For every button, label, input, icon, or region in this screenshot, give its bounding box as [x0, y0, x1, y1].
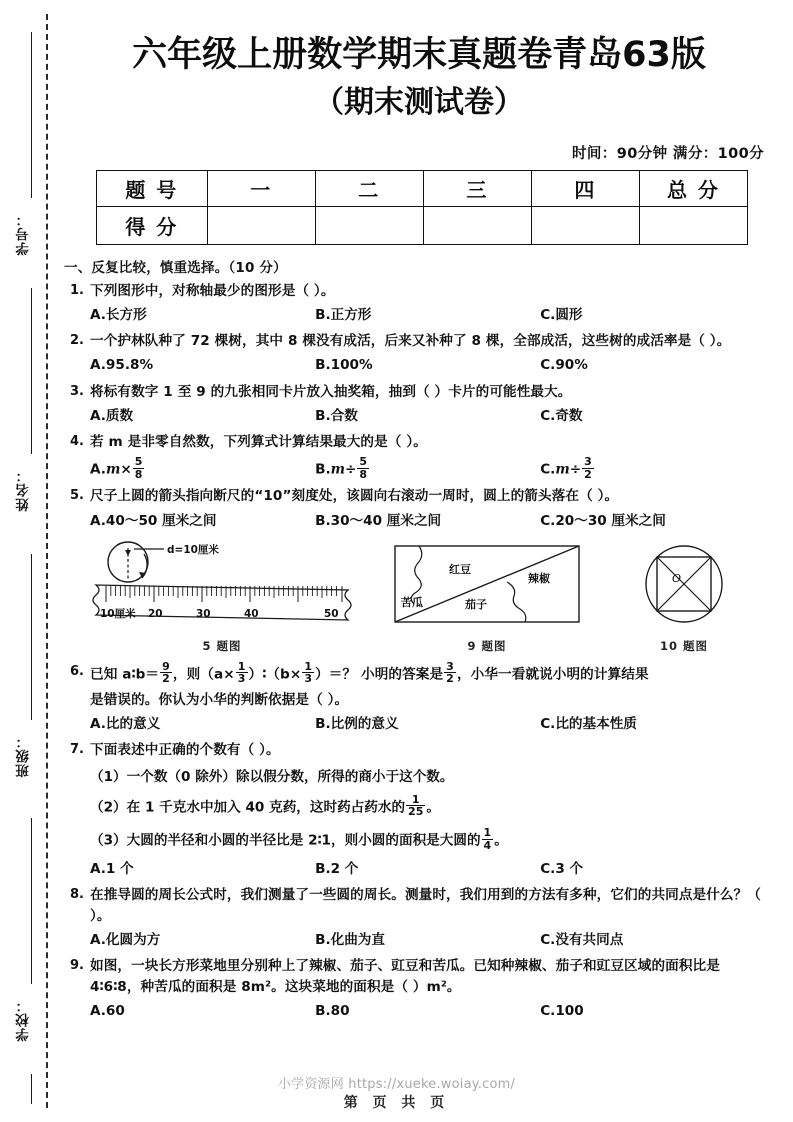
fraction: $\frac{1}{3}$ — [237, 659, 246, 686]
option-b[interactable]: B.100% — [315, 357, 373, 374]
score-cell-1[interactable] — [207, 207, 315, 245]
question-4 — [64, 432, 766, 482]
option-operator: ÷ — [345, 461, 357, 478]
exam-meta: 时间：90分钟 满分：100分 — [572, 146, 764, 163]
option-a[interactable]: A.比的意义 — [90, 716, 161, 733]
fraction: $\frac{3}{2}$ — [446, 659, 454, 686]
score-table-wrapper — [62, 170, 776, 245]
score-header-2: 二 — [315, 171, 423, 207]
dashed-cut-line — [46, 14, 48, 1108]
option-c[interactable]: C.没有共同点 — [540, 932, 624, 949]
sub3-text: （3）大圆的半径和小圆的半径比是 2∶1，则小圆的面积是大圆的 — [90, 832, 481, 849]
ruler-tick-50: 50 — [324, 607, 339, 620]
option-c[interactable]: C.90% — [540, 357, 588, 374]
watermark-text: 小学资源网 https://xueke.woiay.com/ — [277, 1077, 516, 1092]
option-b[interactable]: B.30～40 厘米之间 — [315, 512, 442, 529]
question-sub-1: （1）一个数（0 除外）除以假分数，所得的商小于这个数。 — [90, 768, 454, 785]
margin-label-column — [14, 16, 46, 1106]
table-row-header — [97, 171, 748, 207]
option-prefix: B. — [315, 461, 331, 478]
question-number: 7. — [70, 742, 84, 758]
page-title: 六年级上册数学期末真题卷青岛63版 — [132, 35, 706, 75]
question-text: 若 m 是非零自然数，下列算式计算结果最大的是（ ）。 — [90, 433, 427, 450]
ruler-tick-20: 20 — [148, 607, 163, 620]
margin-rule — [31, 818, 32, 984]
figure-row — [64, 540, 766, 654]
score-table — [96, 170, 748, 245]
option-c[interactable]: C.比的基本性质 — [540, 716, 637, 733]
question-2 — [64, 331, 766, 376]
question-section — [62, 256, 776, 1022]
option-row — [90, 859, 766, 880]
option-c[interactable]: C.20～30 厘米之间 — [540, 512, 666, 529]
option-variable: m — [330, 461, 346, 478]
question-sub-2 — [90, 792, 766, 820]
q6-part5: ，小华一看就说小明的计算结果 — [456, 665, 649, 682]
option-a[interactable]: A.60 — [90, 1003, 125, 1020]
score-header-1: 一 — [207, 171, 315, 207]
question-text: 一个护林队种了 72 棵树，其中 8 棵没有成活，后来又补种了 8 棵，全部成活，这些树的成活率是（ ）。 — [90, 333, 731, 350]
option-row — [90, 406, 766, 427]
question-number: 3. — [70, 383, 84, 399]
question-sub-3 — [90, 828, 766, 853]
question-number: 9. — [70, 958, 84, 974]
option-a[interactable]: A.40～50 厘米之间 — [90, 512, 217, 529]
plot-label-qiezi: 茄子 — [465, 597, 487, 611]
option-row — [90, 355, 766, 376]
option-c[interactable]: C.3 个 — [540, 861, 584, 878]
score-header-4: 四 — [531, 171, 639, 207]
q6-part6: 是错误的。你认为小华的判断依据是（ ）。 — [90, 692, 349, 709]
option-c[interactable]: C.奇数 — [540, 407, 583, 424]
score-row-label: 得 分 — [97, 207, 208, 245]
fraction: $\frac{9}{2}$ — [162, 659, 170, 686]
option-c[interactable] — [540, 454, 766, 482]
q6-part1: 已知 a∶b＝ — [90, 665, 160, 682]
margin-rule — [31, 288, 32, 454]
score-cell-total[interactable] — [639, 207, 747, 245]
option-prefix: A. — [90, 461, 106, 478]
school-label: 学校： — [16, 998, 32, 1042]
option-a[interactable] — [90, 454, 315, 482]
plot-label-lajiao: 辣椒 — [528, 571, 550, 585]
option-row — [90, 714, 766, 735]
fraction: $\frac{1}{3}$ — [304, 659, 313, 686]
option-a[interactable]: A.95.8% — [90, 357, 154, 374]
page-number-footer: 第 页 共 页 — [343, 1095, 450, 1111]
question-text: 在推导圆的周长公式时，我们测量了一些圆的周长。测量时，我们用到的方法有多种，它们的共同点是什么？（ ）。 — [90, 887, 761, 925]
diameter-label: d=10厘米 — [167, 543, 219, 556]
question-text: 下面表述中正确的个数有（ ）。 — [90, 742, 280, 759]
q6-part2: ，则（a× — [172, 665, 235, 682]
score-header-total: 总 分 — [639, 171, 747, 207]
option-c[interactable]: C.100 — [540, 1003, 584, 1020]
margin-rule — [31, 32, 32, 198]
ruler-tick-30: 30 — [196, 607, 211, 620]
section-title: 一、反复比较，慎重选择。（10 分） — [64, 260, 287, 277]
option-variable: m — [555, 461, 570, 478]
option-a[interactable]: A.质数 — [90, 407, 134, 424]
option-prefix: C. — [540, 461, 556, 478]
exam-page — [62, 0, 776, 1122]
question-number: 8. — [70, 887, 84, 903]
question-number: 1. — [70, 283, 84, 299]
option-c[interactable]: C.圆形 — [540, 307, 583, 324]
option-row — [90, 454, 766, 482]
option-operator: × — [120, 461, 132, 478]
margin-rule — [31, 554, 32, 720]
score-cell-3[interactable] — [423, 207, 531, 245]
class-label: 班级： — [16, 734, 32, 778]
option-b[interactable]: B.合数 — [315, 407, 358, 424]
figure-caption: 5 题图 — [202, 638, 242, 653]
score-header-3: 三 — [423, 171, 531, 207]
question-number: 4. — [70, 433, 84, 449]
figure-circle-square — [602, 540, 766, 654]
question-1 — [64, 281, 766, 326]
sub3-tail: 。 — [494, 832, 508, 849]
question-9 — [64, 956, 766, 1022]
question-3 — [64, 382, 766, 427]
question-text: 如图，一块长方形菜地里分别种上了辣椒、茄子、豇豆和苦瓜。已知种辣椒、茄子和豇豆区域的面积比是 4∶6∶8，种苦瓜的面积是 8m²。这块菜地的面积是（ ）m²。 — [90, 958, 720, 996]
figure-caption: 9 题图 — [467, 638, 507, 653]
option-row — [90, 930, 766, 951]
option-b[interactable]: B.化曲为直 — [315, 932, 385, 949]
q6-part4: ）＝？ 小明的答案是 — [315, 665, 444, 682]
question-text: 下列图形中，对称轴最少的图形是（ ）。 — [90, 283, 335, 300]
fraction: $\frac{5}{8}$ — [134, 454, 143, 481]
question-number: 6. — [70, 663, 84, 679]
q6-part3: ）∶（b× — [248, 665, 302, 682]
fraction: $\frac{1}{4}$ — [483, 826, 492, 853]
fraction: $\frac{1}{25}$ — [408, 792, 424, 819]
option-b[interactable]: B.2 个 — [315, 861, 359, 878]
question-text: 将标有数字 1 至 9 的九张相同卡片放入抽奖箱，抽到（ ）卡片的可能性最大。 — [90, 383, 572, 400]
option-b[interactable] — [315, 454, 540, 482]
fraction: $\frac{5}{8}$ — [359, 454, 368, 481]
ruler-tick-10: 10厘米 — [100, 607, 136, 620]
option-row — [90, 511, 766, 532]
student-name-label: 姓名： — [16, 468, 32, 512]
option-a[interactable]: A.长方形 — [90, 307, 147, 324]
sub2-tail: 。 — [426, 798, 440, 815]
circle-center-label: O — [672, 571, 682, 585]
option-b[interactable]: B.正方形 — [315, 307, 372, 324]
question-8 — [64, 885, 766, 951]
option-a[interactable]: A.1 个 — [90, 861, 134, 878]
option-row — [90, 1001, 766, 1022]
student-id-label: 学号： — [16, 212, 32, 256]
score-cell-4[interactable] — [531, 207, 639, 245]
question-text: 尺子上圆的箭头指向断尺的“10”刻度处，该圆向右滚动一周时，圆上的箭头落在（ ）。 — [90, 488, 619, 505]
option-variable: m — [105, 461, 121, 478]
plot-label-kugua: 苦瓜 — [401, 595, 423, 609]
question-5 — [64, 486, 766, 531]
figure-caption: 10 题图 — [659, 638, 708, 653]
option-b[interactable]: B.80 — [315, 1003, 350, 1020]
score-cell-2[interactable] — [315, 207, 423, 245]
question-6 — [64, 659, 766, 736]
question-number: 2. — [70, 333, 84, 349]
plot-label-hongdou: 红豆 — [449, 562, 471, 576]
option-b[interactable]: B.比例的意义 — [315, 716, 399, 733]
option-row — [90, 305, 766, 326]
fraction: $\frac{3}{2}$ — [584, 454, 592, 481]
ruler-diagram-svg — [84, 540, 360, 632]
circle-square-svg — [624, 540, 744, 632]
ruler-tick-40: 40 — [244, 607, 259, 620]
table-row — [97, 207, 748, 245]
figure-ruler — [72, 540, 372, 654]
page-subtitle: （期末测试卷） — [314, 84, 524, 120]
rectangle-plot-svg — [387, 540, 587, 632]
figure-rectangle-plot — [372, 540, 602, 654]
question-text — [90, 659, 766, 687]
score-header-label: 题 号 — [97, 171, 208, 207]
option-operator: ÷ — [569, 461, 582, 478]
question-number: 5. — [70, 488, 84, 504]
option-a[interactable]: A.化圆为方 — [90, 932, 161, 949]
sub2-text: （2）在 1 千克水中加入 40 克药，这时药占药水的 — [90, 798, 406, 815]
question-7 — [64, 740, 766, 880]
